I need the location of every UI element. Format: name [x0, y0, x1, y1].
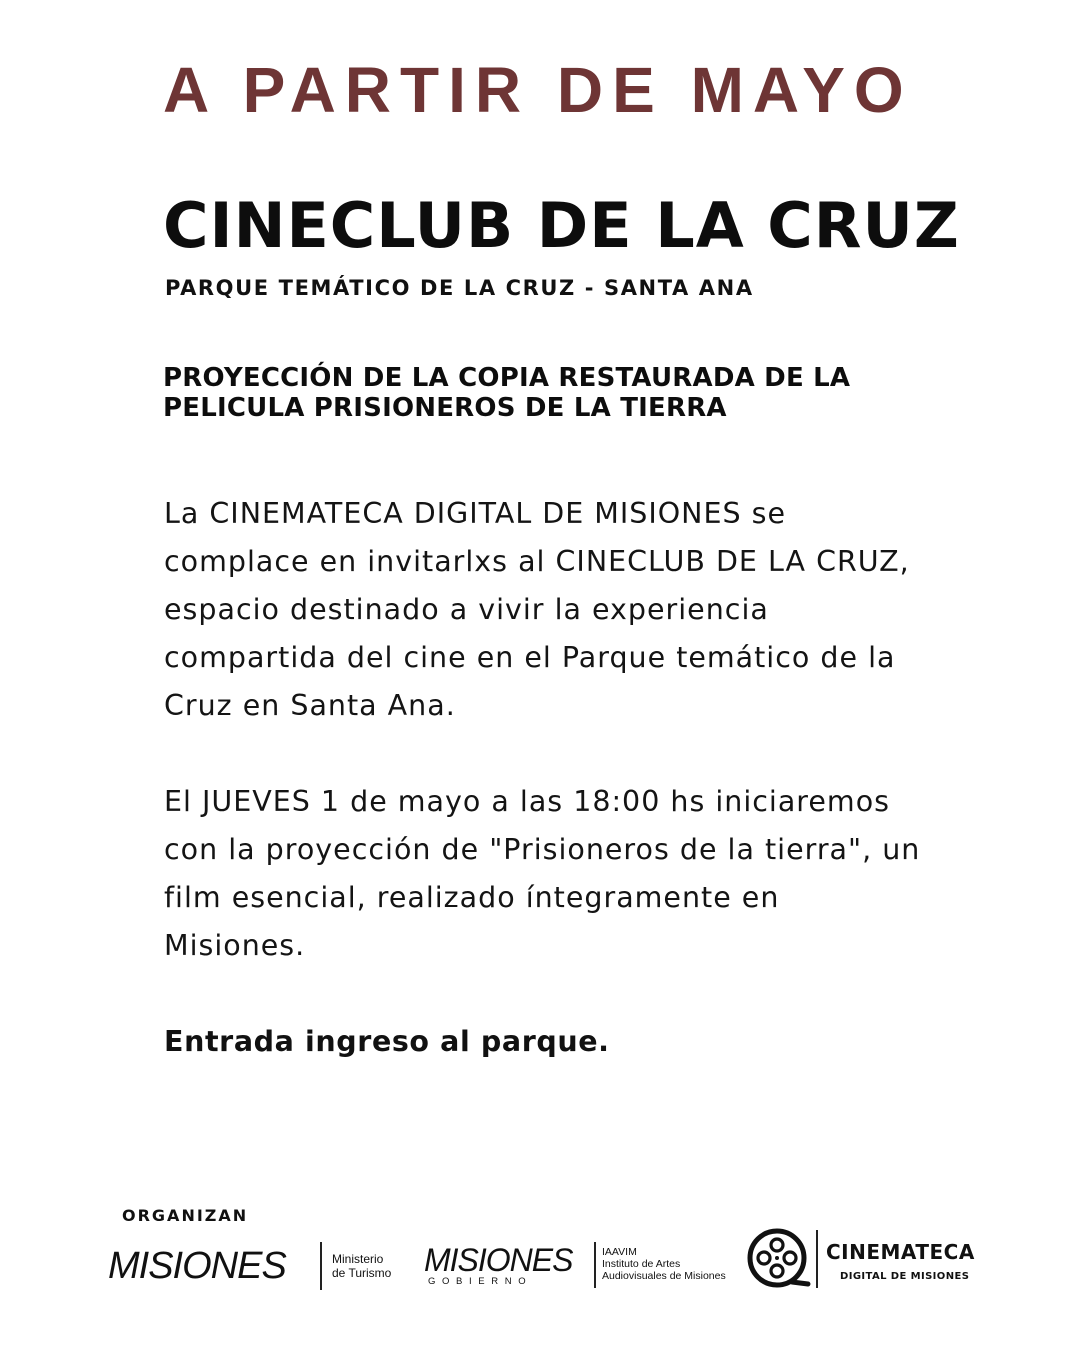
- audiovisuales-label: Audiovisuales de Misiones: [602, 1270, 726, 1282]
- screening-headline: PROYECCIÓN DE LA COPIA RESTAURADA DE LA PELICULA PRISIONEROS DE LA TIERRA: [163, 363, 851, 423]
- cinemateca-logo: [746, 1226, 978, 1292]
- misiones-turismo-logo: [108, 1238, 398, 1294]
- instituto-label: Instituto de Artes: [602, 1258, 681, 1270]
- logo-divider: [816, 1230, 818, 1288]
- entry-note: Entrada ingreso al parque.: [164, 1025, 610, 1058]
- iaavim-logo: [424, 1240, 744, 1296]
- page-title: CINECLUB DE LA CRUZ: [163, 189, 960, 262]
- iaavim-label: IAAVIM: [602, 1246, 637, 1258]
- eyebrow-heading: A PARTIR DE MAYO: [163, 54, 913, 126]
- ministerio-label: Ministerio: [332, 1252, 384, 1266]
- film-reel-icon: [746, 1226, 812, 1292]
- cinemateca-name: CINEMATECA: [826, 1240, 975, 1264]
- location-subtitle: PARQUE TEMÁTICO DE LA CRUZ - SANTA ANA: [165, 276, 754, 300]
- gobierno-label: G O B I E R N O: [428, 1276, 528, 1287]
- event-paragraph: El JUEVES 1 de mayo a las 18:00 hs iniciaremos con la proyección de "Prisioneros de la tierra", un film esencial, realizado íntegramente en Misiones.: [164, 785, 921, 962]
- organizers-label: ORGANIZAN: [122, 1206, 249, 1225]
- cinemateca-sub: DIGITAL DE MISIONES: [840, 1271, 970, 1282]
- logo-divider: [594, 1242, 596, 1288]
- misiones-gobierno-wordmark: MISIONES: [424, 1242, 573, 1278]
- misiones-wordmark: MISIONES: [108, 1245, 286, 1287]
- intro-paragraph: La CINEMATECA DIGITAL DE MISIONES se complace en invitarlxs al CINECLUB DE LA CRUZ, espacio destinado a vivir la experiencia compartida del cine en el Parque temático de la Cruz en Santa Ana.: [164, 497, 910, 722]
- turismo-label: de Turismo: [332, 1266, 392, 1280]
- logo-divider: [320, 1242, 322, 1290]
